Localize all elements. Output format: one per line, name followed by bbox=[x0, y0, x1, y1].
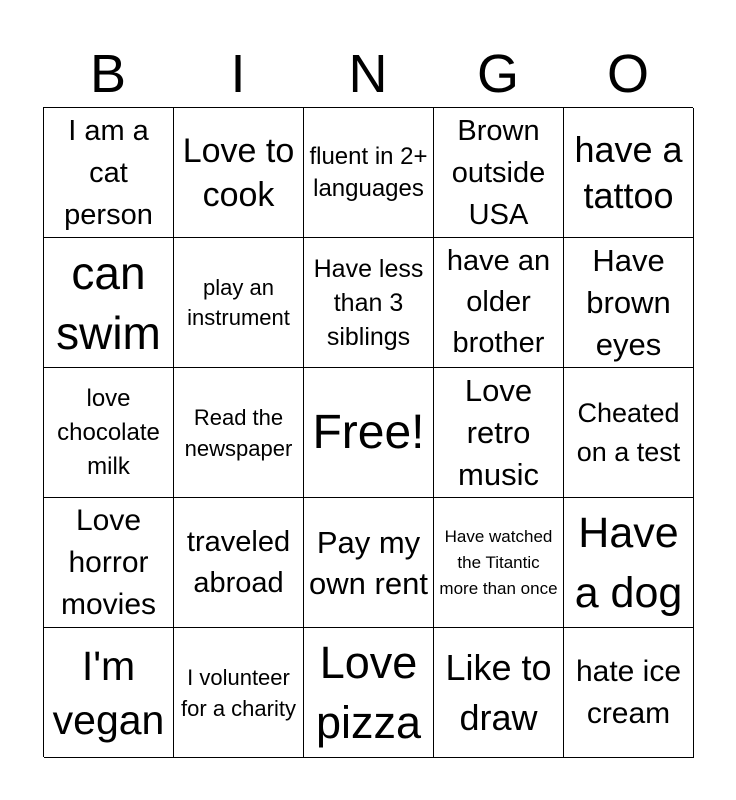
bingo-cell[interactable] bbox=[564, 628, 694, 758]
cell-text: I volunteer for a charity bbox=[181, 664, 296, 721]
bingo-cell[interactable] bbox=[44, 238, 174, 368]
bingo-cell[interactable] bbox=[174, 108, 304, 238]
cell-text: Free! bbox=[312, 405, 425, 459]
bingo-cell[interactable] bbox=[304, 498, 434, 628]
cell-text: Have a dog bbox=[574, 508, 683, 617]
bingo-cell[interactable] bbox=[564, 238, 694, 368]
bingo-cell[interactable] bbox=[174, 498, 304, 628]
cell-text: hate ice cream bbox=[575, 654, 682, 730]
bingo-cell[interactable] bbox=[174, 368, 304, 498]
bingo-cell[interactable] bbox=[564, 368, 694, 498]
cell-text: Have brown eyes bbox=[586, 242, 671, 362]
cell-text: have an older brother bbox=[446, 245, 551, 359]
bingo-cell[interactable] bbox=[434, 368, 564, 498]
bingo-cell[interactable] bbox=[434, 238, 564, 368]
bingo-header bbox=[43, 40, 693, 108]
bingo-cell[interactable] bbox=[304, 628, 434, 758]
cell-text: Like to draw bbox=[445, 646, 552, 738]
cell-text: love chocolate milk bbox=[57, 384, 160, 480]
bingo-cell[interactable] bbox=[44, 108, 174, 238]
bingo-cell[interactable] bbox=[44, 628, 174, 758]
cell-text: Cheated on a test bbox=[576, 397, 681, 467]
cell-text: Love pizza bbox=[315, 636, 422, 748]
bingo-cell[interactable] bbox=[564, 498, 694, 628]
bingo-cell[interactable] bbox=[174, 238, 304, 368]
cell-text: play an instrument bbox=[187, 274, 290, 330]
header-letter-o: O bbox=[606, 44, 649, 104]
cell-text: Have less than 3 siblings bbox=[313, 254, 424, 351]
cell-text: Brown outside USA bbox=[451, 114, 546, 231]
bingo-board bbox=[43, 107, 693, 757]
cell-text: traveled abroad bbox=[186, 525, 291, 599]
bingo-cell[interactable] bbox=[304, 368, 434, 498]
cell-text: Read the newspaper bbox=[184, 404, 293, 461]
bingo-cell[interactable] bbox=[304, 238, 434, 368]
bingo-cell[interactable] bbox=[434, 108, 564, 238]
cell-text: I'm vegan bbox=[52, 642, 165, 743]
bingo-cell[interactable] bbox=[434, 628, 564, 758]
cell-text: Have watched the Titantic more than once bbox=[439, 526, 558, 598]
cell-text: fluent in 2+ languages bbox=[309, 142, 428, 202]
cell-text: have a tattoo bbox=[574, 128, 683, 216]
header-letter-b: B bbox=[89, 44, 127, 104]
cell-text: Love to cook bbox=[182, 131, 295, 214]
header-letter-n: N bbox=[348, 44, 388, 104]
bingo-cell[interactable] bbox=[304, 108, 434, 238]
cell-text: I am a cat person bbox=[64, 114, 153, 231]
header-letter-i: I bbox=[230, 44, 246, 104]
bingo-cell[interactable] bbox=[44, 368, 174, 498]
bingo-cell[interactable] bbox=[434, 498, 564, 628]
cell-text: Love horror movies bbox=[60, 503, 157, 621]
bingo-cell[interactable] bbox=[44, 498, 174, 628]
bingo-cell[interactable] bbox=[174, 628, 304, 758]
cell-text: can swim bbox=[56, 246, 161, 359]
header-letter-g: G bbox=[476, 44, 519, 104]
cell-text: Love retro music bbox=[458, 372, 539, 492]
bingo-cell[interactable] bbox=[564, 108, 694, 238]
cell-text: Pay my own rent bbox=[309, 524, 428, 601]
